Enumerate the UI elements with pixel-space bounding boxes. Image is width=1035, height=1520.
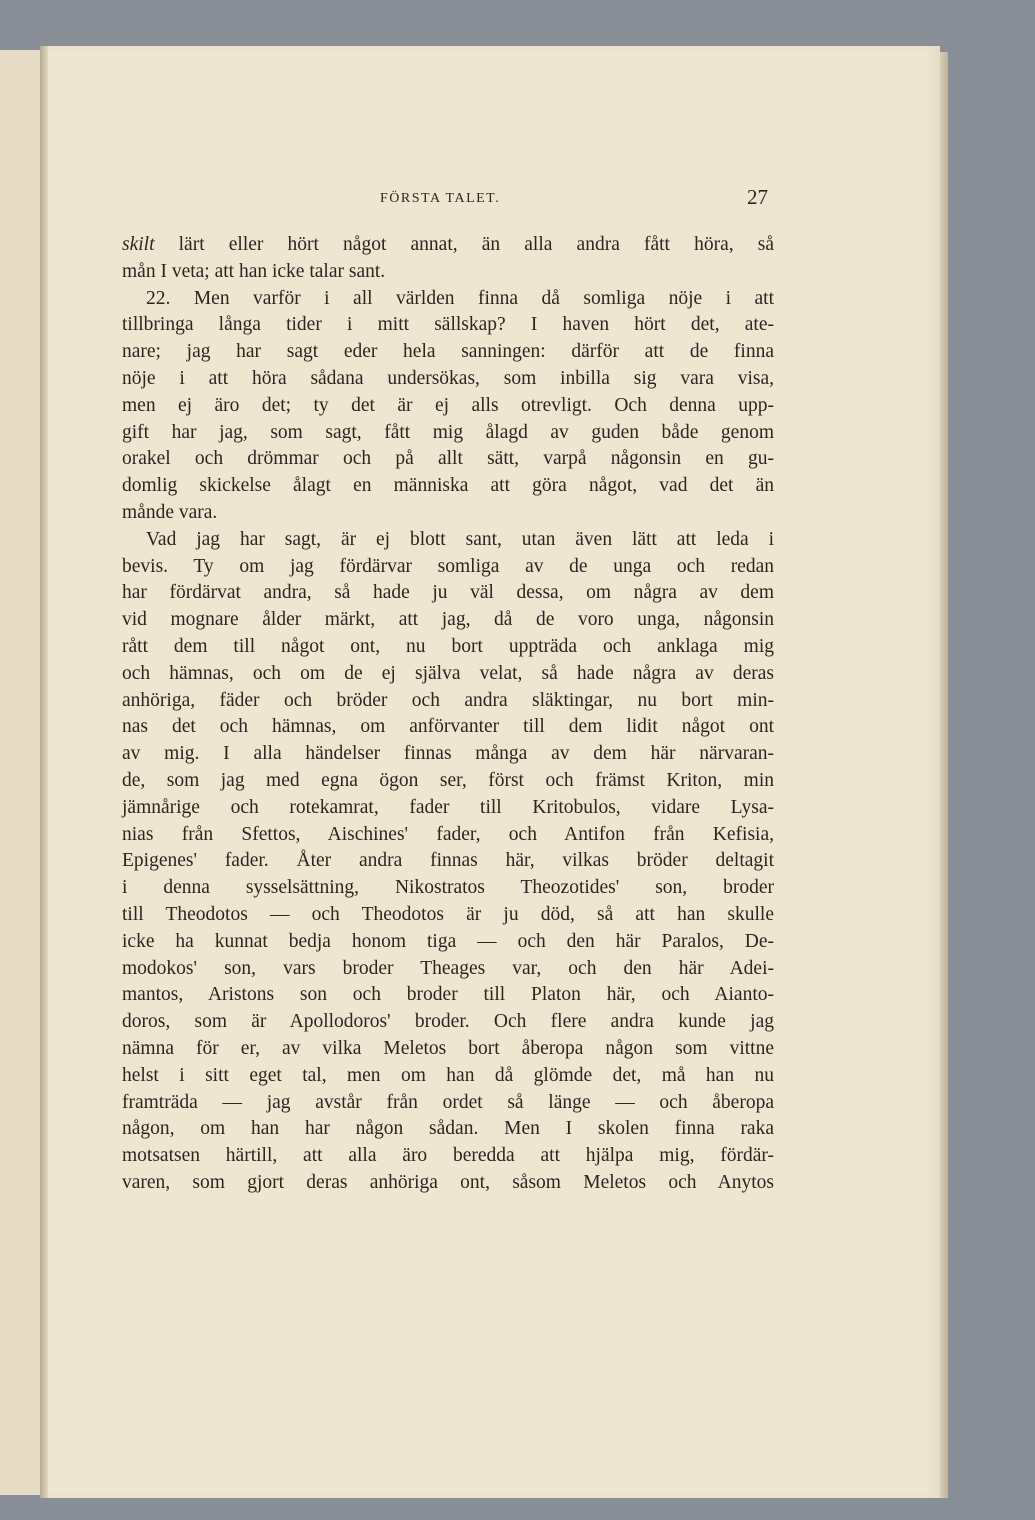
text-line: i denna sysselsättning, Nikostratos Theozotides' son, broder [122,877,774,899]
text-line: gift har jag, som sagt, fått mig ålagd av guden både genom [122,421,774,443]
text-line: Epigenes' fader. Åter andra finnas här, vilkas bröder deltagit [122,850,774,872]
text-line: de, som jag med egna ögon ser, först och främst Kriton, min [122,769,774,791]
body-text [122,232,774,1197]
text-line: vid mognare ålder märkt, att jag, då de voro unga, någonsin [122,609,774,631]
text-line: och hämnas, och om de ej själva velat, så hade några av deras [122,662,774,684]
text-line: bevis. Ty om jag fördärvar somliga av de unga och redan [122,555,774,577]
text-line: framträda — jag avstår från ordet så länge — och åberopa [122,1091,774,1113]
text-line: nämna för er, av vilka Meletos bort åberopa någon som vittne [122,1037,774,1059]
page-number: 27 [747,185,768,209]
text-line: mantos, Aristons son och broder till Platon här, och Aianto- [122,984,774,1006]
text-line: skilt lärt eller hört något annat, än alla andra fått höra, så [122,234,774,255]
book-gutter [40,46,48,1498]
text-line: av mig. I alla händelser finnas många av dem här närvaran- [122,743,774,765]
text-line: tillbringa långa tider i mitt sällskap? I haven hört det, ate- [122,314,774,336]
text-line: jämnårige och rotekamrat, fader till Kritobulos, vidare Lysa- [122,796,774,818]
text-line: varen, som gjort deras anhöriga ont, såsom Meletos och Anytos [122,1171,774,1193]
facing-page-edge [0,50,42,1495]
italic-word: skilt [122,234,155,255]
text-line: nare; jag har sagt eder hela sanningen: därför att de finna [122,341,774,363]
text-line: någon, om han har någon sådan. Men I skolen finna raka [122,1118,774,1140]
text-line: har fördärvat andra, så hade ju väl dessa, om några av dem [122,582,774,604]
text-line: rått dem till något ont, nu bort uppträda och anklaga mig [122,635,774,657]
text-line: Vad jag har sagt, är ej blott sant, utan även lätt att leda i [146,528,774,550]
page-header [130,185,770,211]
text-line: doros, som är Apollodoros' broder. Och flere andra kunde jag [122,1011,774,1033]
text-line: modokos' son, vars broder Theages var, och den här Adei- [122,957,774,979]
text-line: till Theodotos — och Theodotos är ju död, så att han skulle [122,903,774,925]
text-line: nias från Sfettos, Aischines' fader, och Antifon från Kefisia, [122,823,774,845]
text-line: helst i sitt eget tal, men om han då glömde det, må han nu [122,1064,774,1086]
text-line: icke ha kunnat bedja honom tiga — och den här Paralos, De- [122,930,774,952]
page-stack-edge [940,52,948,1498]
text-line: nas det och hämnas, om anförvanter till dem lidit något ont [122,716,774,738]
text-line: men ej äro det; ty det är ej alls otrevligt. Och denna upp- [122,394,774,416]
text-line: månde vara. [122,501,218,523]
text-line: motsatsen härtill, att alla äro beredda att hjälpa mig, fördär- [122,1145,774,1167]
text-line: domlig skickelse ålagt en människa att göra något, vad det än [122,475,774,497]
text-line: 22. Men varför i all världen finna då somliga nöje i att [146,287,774,309]
text-line: anhöriga, fäder och bröder och andra släktingar, nu bort min- [122,689,774,711]
text-line: orakel och drömmar och på allt sätt, varpå någonsin en gu- [122,448,774,470]
text-line: mån I veta; att han icke talar sant. [122,260,386,282]
running-title: FÖRSTA TALET. [380,191,501,206]
text-line: nöje i att höra sådana undersökas, som inbilla sig vara visa, [122,367,774,389]
